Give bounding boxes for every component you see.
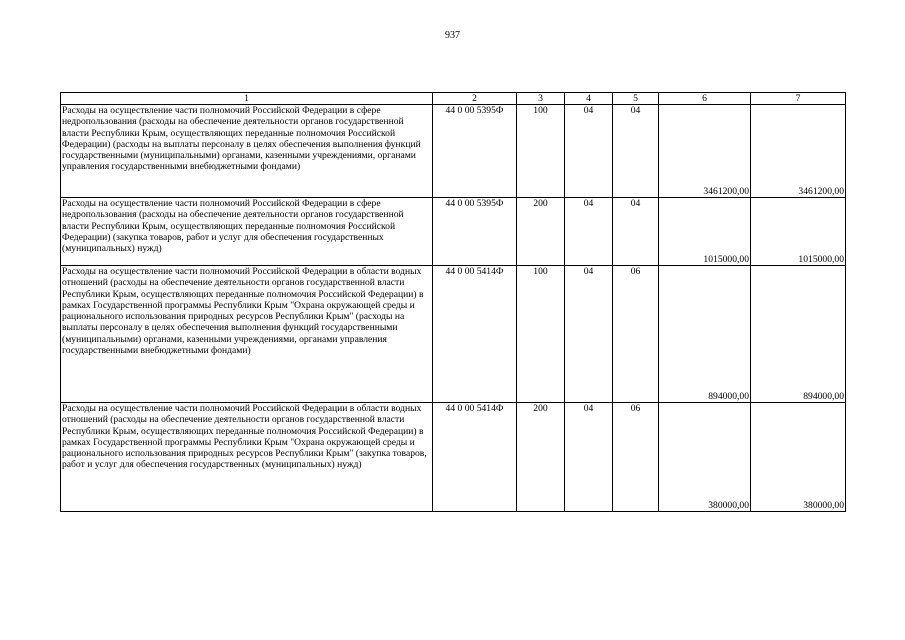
expense-description: Расходы на осуществление части полномочий Российской Федерации в сфере недропользования (расходы на обеспечение деятельности органов государственной власти Республики Крым, осуществляющих переданные полномочия Российской Федерации) (расходы на выплаты персоналу в целях обеспечения выполнения функций государственными (муниципальными) органами, казенными учреждениями, органами управления государственными внебюджетными фондами) <box>61 105 433 198</box>
amount-value: 894000,00 <box>751 266 846 403</box>
column-header: 7 <box>751 93 846 105</box>
column-header: 3 <box>517 93 565 105</box>
subsection-code: 04 <box>613 105 659 198</box>
subsection-code: 06 <box>613 403 659 512</box>
amount-value: 380000,00 <box>659 403 751 512</box>
amount-value: 3461200,00 <box>659 105 751 198</box>
expense-description: Расходы на осуществление части полномочий Российской Федерации в области водных отношений (расходы на обеспечение деятельности органов государственной власти Республики Крым, осуществляющих переданные полномочия Российской Федерации) в рамках Государственной программы Республики Крым "Охрана окружающей среды и рационального использования природных ресурсов Республики Крым" (расходы на выплаты персоналу в целях обеспечения выполнения функций государственными (муниципальными) органами, казенными учреждениями, органами управления государственными внебюджетными фондами) <box>61 266 433 403</box>
target-article-code: 44 0 00 5395Ф <box>433 105 517 198</box>
column-header: 1 <box>61 93 433 105</box>
column-header: 2 <box>433 93 517 105</box>
amount-value: 3461200,00 <box>751 105 846 198</box>
target-article-code: 44 0 00 5395Ф <box>433 198 517 266</box>
column-header: 4 <box>565 93 613 105</box>
target-article-code: 44 0 00 5414Ф <box>433 403 517 512</box>
table-row <box>61 105 846 198</box>
expense-type-code: 200 <box>517 403 565 512</box>
section-code: 04 <box>565 266 613 403</box>
amount-value: 1015000,00 <box>751 198 846 266</box>
section-code: 04 <box>565 403 613 512</box>
amount-value: 380000,00 <box>751 403 846 512</box>
table-row <box>61 198 846 266</box>
subsection-code: 06 <box>613 266 659 403</box>
subsection-code: 04 <box>613 198 659 266</box>
amount-value: 894000,00 <box>659 266 751 403</box>
section-code: 04 <box>565 105 613 198</box>
table-header-row <box>61 93 846 105</box>
section-code: 04 <box>565 198 613 266</box>
expense-type-code: 100 <box>517 266 565 403</box>
expense-description: Расходы на осуществление части полномочий Российской Федерации в сфере недропользования (расходы на обеспечение деятельности органов государственной власти Республики Крым, осуществляющих переданные полномочия Российской Федерации) (закупка товаров, работ и услуг для обеспечения государственных (муниципальных) нужд) <box>61 198 433 266</box>
table-row <box>61 403 846 512</box>
expense-description: Расходы на осуществление части полномочий Российской Федерации в области водных отношений (расходы на обеспечение деятельности органов государственной власти Республики Крым, осуществляющих переданные полномочия Российской Федерации) в рамках Государственной программы Республики Крым "Охрана окружающей среды и рационального использования природных ресурсов Республики Крым" (закупка товаров, работ и услуг для обеспечения государственных (муниципальных) нужд) <box>61 403 433 512</box>
column-header: 6 <box>659 93 751 105</box>
page-number: 937 <box>445 30 460 41</box>
amount-value: 1015000,00 <box>659 198 751 266</box>
column-header: 5 <box>613 93 659 105</box>
table-row <box>61 266 846 403</box>
budget-table <box>60 92 846 512</box>
expense-type-code: 100 <box>517 105 565 198</box>
expense-type-code: 200 <box>517 198 565 266</box>
target-article-code: 44 0 00 5414Ф <box>433 266 517 403</box>
